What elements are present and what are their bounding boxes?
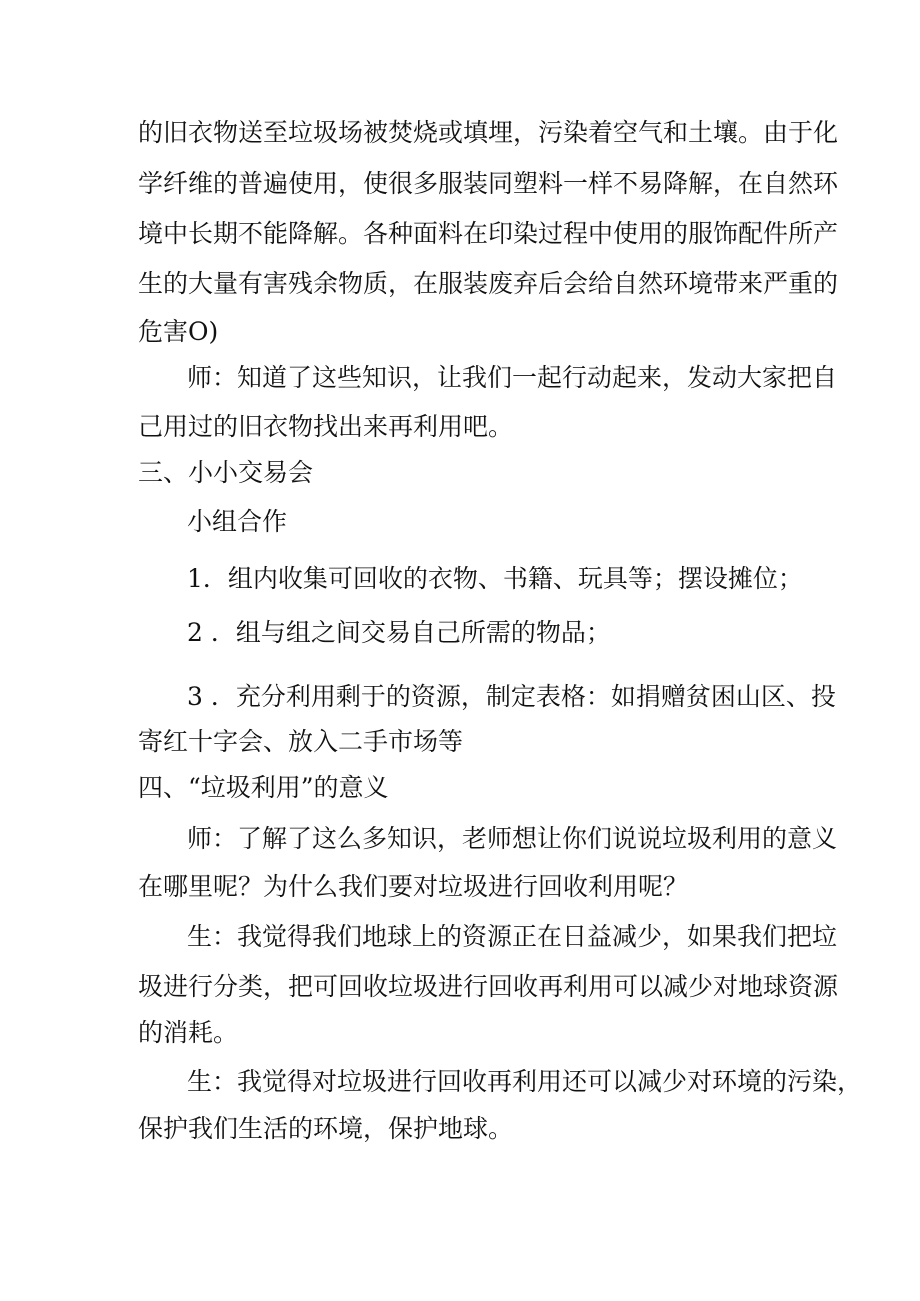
paragraph-line: 寄红十字会、放入二手市场等 [138, 727, 464, 756]
paragraph-line: 境中长期不能降解。各种面料在印染过程中使用的服饰配件所产 [138, 219, 839, 248]
section-heading: 三、小小交易会 [138, 458, 314, 487]
section-heading: 四、“垃圾利用”的意义 [138, 773, 389, 802]
paragraph-line: 保护我们生活的环境，保护地球。 [138, 1114, 514, 1143]
list-item: 3 ．充分利用剩于的资源，制定表格：如捐赠贫困山区、投 [187, 682, 836, 711]
paragraph-line: 己用过的旧衣物找出来再利用吧。 [138, 412, 514, 441]
paragraph-line: 危害O) [138, 317, 219, 346]
paragraph-line: 生：我觉得对垃圾进行回收再利用还可以减少对环境的污染， [187, 1067, 863, 1096]
paragraph-line: 学纤维的普遍使用，使很多服装同塑料一样不易降解，在自然环 [138, 169, 839, 198]
paragraph-line: 师：知道了这些知识，让我们一起行动起来，发动大家把自 [187, 363, 838, 392]
paragraph-line: 圾进行分类，把可回收垃圾进行回收再利用可以减少对地球资源 [138, 972, 839, 1001]
paragraph-line: 生的大量有害残余物质，在服装废弃后会给自然环境带来严重的 [138, 269, 839, 298]
paragraph-line: 在哪里呢？为什么我们要对垃圾进行回收利用呢？ [138, 872, 689, 901]
list-item: 1．组内收集可回收的衣物、书籍、玩具等；摆设摊位； [187, 564, 803, 593]
paragraph-line: 生：我觉得我们地球上的资源正在日益减少，如果我们把垃 [187, 922, 838, 951]
paragraph-line: 师：了解了这么多知识，老师想让你们说说垃圾利用的意义 [187, 824, 838, 853]
paragraph-line: 的消耗。 [138, 1018, 239, 1047]
paragraph-line: 小组合作 [187, 507, 288, 536]
paragraph-line: 的旧衣物送至垃圾场被焚烧或填埋，污染着空气和土壤。由于化 [138, 118, 839, 147]
list-item: 2 ．组与组之间交易自己所需的物品； [187, 618, 611, 647]
